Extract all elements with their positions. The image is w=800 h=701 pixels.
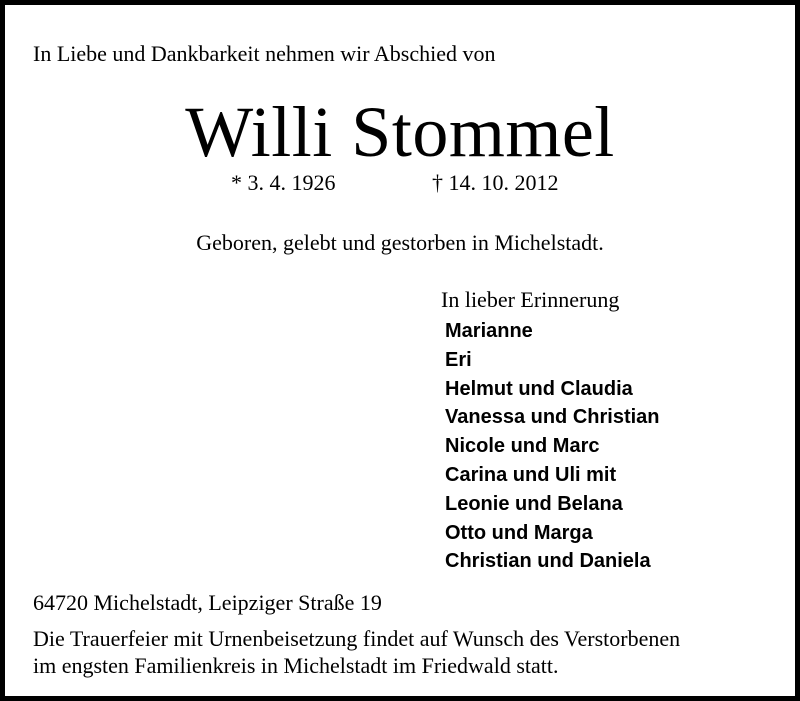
- memory-heading: In lieber Erinnerung: [441, 287, 620, 312]
- death-date: † 14. 10. 2012: [432, 170, 559, 195]
- deceased-name: Willi Stommel: [185, 92, 615, 172]
- family-member: Marianne: [445, 320, 533, 342]
- address: 64720 Michelstadt, Leipziger Straße 19: [33, 590, 382, 615]
- funeral-notice: [33, 625, 680, 679]
- notice-line: Die Trauerfeier mit Urnenbeisetzung findet auf Wunsch des Verstorbenen: [33, 626, 681, 651]
- family-member: Christian und Daniela: [445, 550, 651, 573]
- notice-line: im engsten Familienkreis in Michelstadt im Friedwald statt.: [33, 653, 559, 678]
- family-member: Eri: [445, 348, 472, 371]
- intro-text: In Liebe und Dankbarkeit nehmen wir Abschied von: [33, 41, 496, 66]
- life-statement: Geboren, gelebt und gestorben in Michelstadt.: [196, 230, 604, 255]
- family-member: Carina und Uli mit: [445, 463, 617, 486]
- family-member: Leonie und Belana: [445, 492, 623, 515]
- family-list: [445, 317, 660, 576]
- birth-date: * 3. 4. 1926: [231, 170, 336, 195]
- family-member: Helmut und Claudia: [445, 377, 633, 400]
- family-member: Otto und Marga: [445, 521, 593, 544]
- family-member: Vanessa und Christian: [445, 406, 660, 429]
- family-member: Nicole und Marc: [445, 435, 600, 458]
